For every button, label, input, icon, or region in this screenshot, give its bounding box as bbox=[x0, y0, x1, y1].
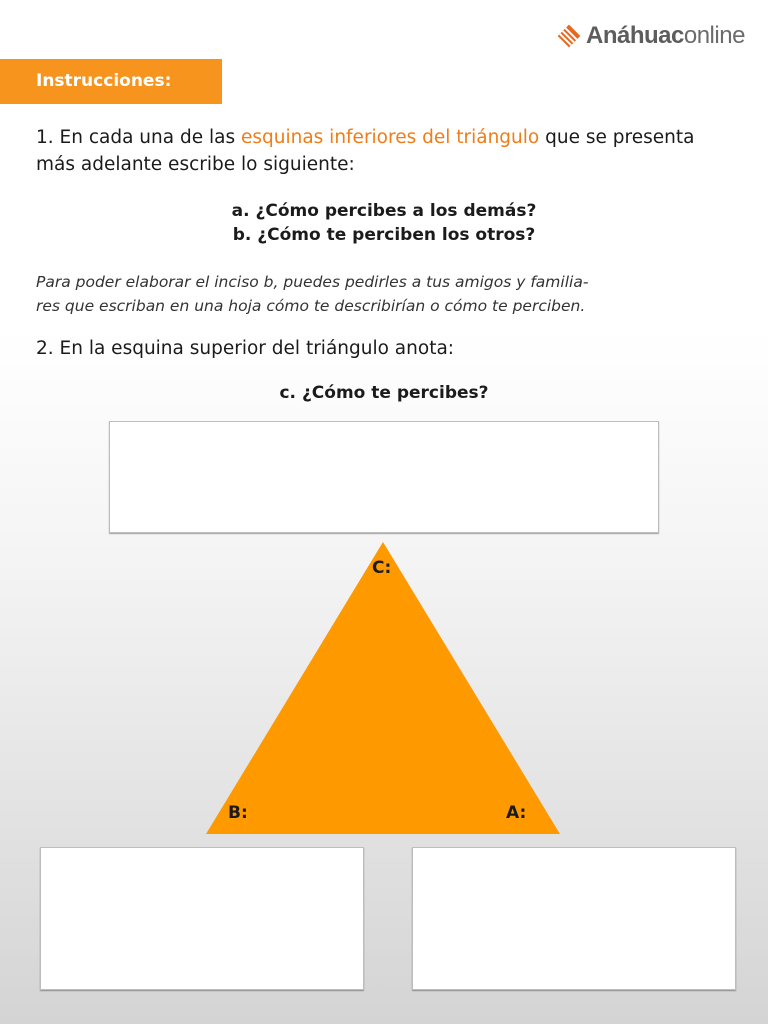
step-1-suffix: que se presenta más adelante escribe lo siguiente: bbox=[36, 127, 695, 175]
logo-text-light: online bbox=[683, 22, 745, 49]
answer-box-b[interactable] bbox=[40, 847, 364, 990]
instructions-banner: Instrucciones: bbox=[0, 59, 222, 104]
step-2-text: 2. En la esquina superior del triángulo anota: bbox=[36, 338, 455, 359]
triangle-label-c: C: bbox=[372, 558, 392, 578]
answer-box-a[interactable] bbox=[412, 847, 736, 990]
step-1-text bbox=[36, 124, 736, 178]
question-a: a. ¿Cómo percibes a los demás? bbox=[231, 201, 537, 221]
logo-text-bold: Anáhuac bbox=[586, 22, 684, 49]
question-b: b. ¿Cómo te perciben los otros? bbox=[232, 225, 536, 245]
triangle-label-a: A: bbox=[506, 803, 527, 823]
step-1-highlight: esquinas inferiores del triángulo bbox=[240, 127, 540, 148]
instruction-note bbox=[36, 270, 736, 318]
question-c: c. ¿Cómo te percibes? bbox=[279, 383, 489, 403]
note-line-1: Para poder elaborar el inciso b, puedes pedirles a tus amigos y familia- bbox=[36, 273, 589, 291]
triangle-label-b: B: bbox=[228, 803, 248, 823]
logo-text bbox=[586, 22, 745, 50]
anahuac-online-logo bbox=[556, 22, 745, 50]
logo-mark-icon bbox=[556, 23, 582, 49]
triangle-shape bbox=[206, 542, 560, 834]
perception-triangle bbox=[206, 542, 560, 834]
step-1-prefix: 1. En cada una de las bbox=[36, 127, 241, 148]
answer-box-c[interactable] bbox=[109, 421, 659, 533]
note-line-2: res que escriban en una hoja cómo te describirían o cómo te perciben. bbox=[36, 297, 586, 315]
